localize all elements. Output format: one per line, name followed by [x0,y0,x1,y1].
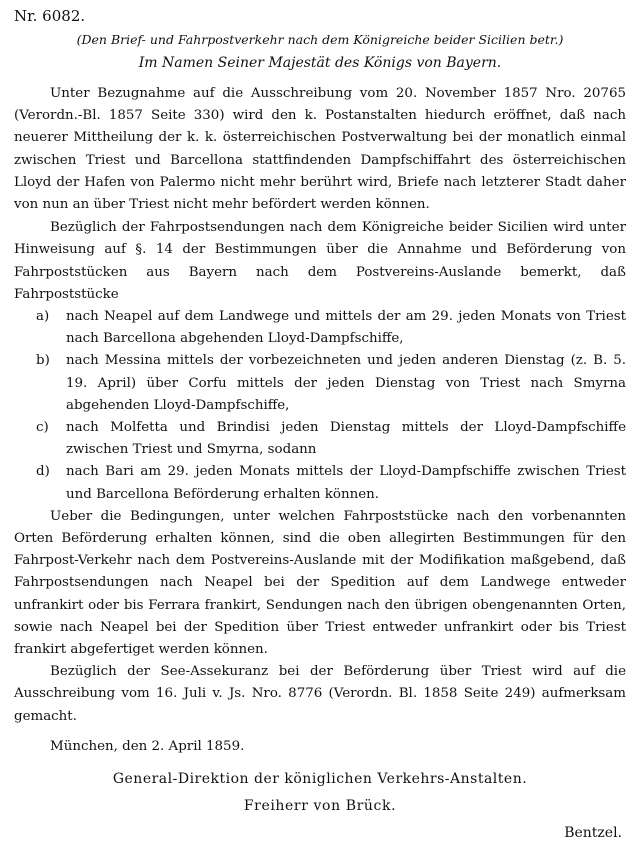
document-subtitle: (Den Brief- und Fahrpostverkehr nach dem Königreiche beider Sicilien betr.) [76,32,564,47]
paragraph-intro: Unter Bezugnahme auf die Ausschreibung vom 20. November 1857 Nro. 20765 (Verordn.-Bl. 1857 Seite 330) wird den k. Postanstalten hiedurch eröffnet, daß nach neuerer Mittheilung der k. k. österreichischen Postverwaltung bei der monatlich einmal zwischen Triest und Barcellona stattfindenden Dampfschiffahrt des österreichischen Lloyd der Hafen von Palermo nicht mehr berührt wird, Briefe nach letzterer Stadt daher von nun an über Triest nicht mehr befördert werden können. [14,86,626,213]
paragraph-conditions: Ueber die Bedingungen, unter welchen Fahrpoststücke nach den vorbenannten Orten Beförderung erhalten können, sind die oben allegirten Bestimmungen für den Fahrpost-Verkehr nach dem Postvereins-Auslande mit der Modifikation maßgebend, daß Fahrpostsendungen nach Neapel bei der Spedition auf dem Landwege entweder unfrankirt oder bis Ferrara frankirt, Sendungen nach den übrigen obengenannten Orten, sowie nach Neapel bei der Spedition über Triest entweder unfrankirt oder bis Triest frankirt abgefertiget werden können. [14,508,626,658]
list-item [14,306,626,350]
list-item-text: nach Messina mittels der vorbezeichneten und jeden anderen Dienstag (z. B. 5. 19. April) über Corfu mittels der jeden Dienstag von Triest nach Smyrna abgehenden Lloyd-Dampfschiffe, [66,353,626,413]
signatory: Freiherr von Brück. [243,797,397,814]
countersignatory: Bentzel. [564,824,622,841]
list-item [14,350,626,417]
list-item [14,461,626,505]
list-item-label: a) [36,309,50,325]
issuing-authority: General-Direktion der königlichen Verkehrs-Anstalten. [112,770,528,787]
paragraph-fahrpost: Bezüglich der Fahrpostsendungen nach dem Königreiche beider Sicilien wird unter Hinweisung auf §. 14 der Bestimmungen über die Annahme und Beförderung von Fahrpoststücken aus Bayern nach dem Postvereins-Auslande bemerkt, daß Fahrpoststücke [14,220,626,302]
list-item-label: c) [36,420,49,436]
list-item-text: nach Neapel auf dem Landwege und mittels der am 29. jeden Monats von Triest nach Barcellona abgehenden Lloyd-Dampfschiffe, [66,309,626,347]
document-number: Nr. 6082. [14,7,86,25]
document-heading: Im Namen Seiner Majestät des Königs von Bayern. [138,55,502,71]
paragraph-insurance: Bezüglich der See-Assekuranz bei der Beförderung über Triest wird auf die Ausschreibung vom 16. Juli v. Js. Nro. 8776 (Verordn. Bl. 1858 Seite 249) aufmerksam gemacht. [14,664,626,724]
list-item [14,417,626,461]
list-item-label: d) [36,464,50,480]
place-date: München, den 2. April 1859. [50,738,245,754]
list-item-text: nach Bari am 29. jeden Monats mittels der Lloyd-Dampfschiffe zwischen Triest und Barcellona Beförderung erhalten können. [66,464,626,502]
destination-list [14,306,626,506]
list-item-label: b) [36,353,50,369]
list-item-text: nach Molfetta und Brindisi jeden Dienstag mittels der Lloyd-Dampfschiffe zwischen Triest und Smyrna, sodann [66,420,626,458]
